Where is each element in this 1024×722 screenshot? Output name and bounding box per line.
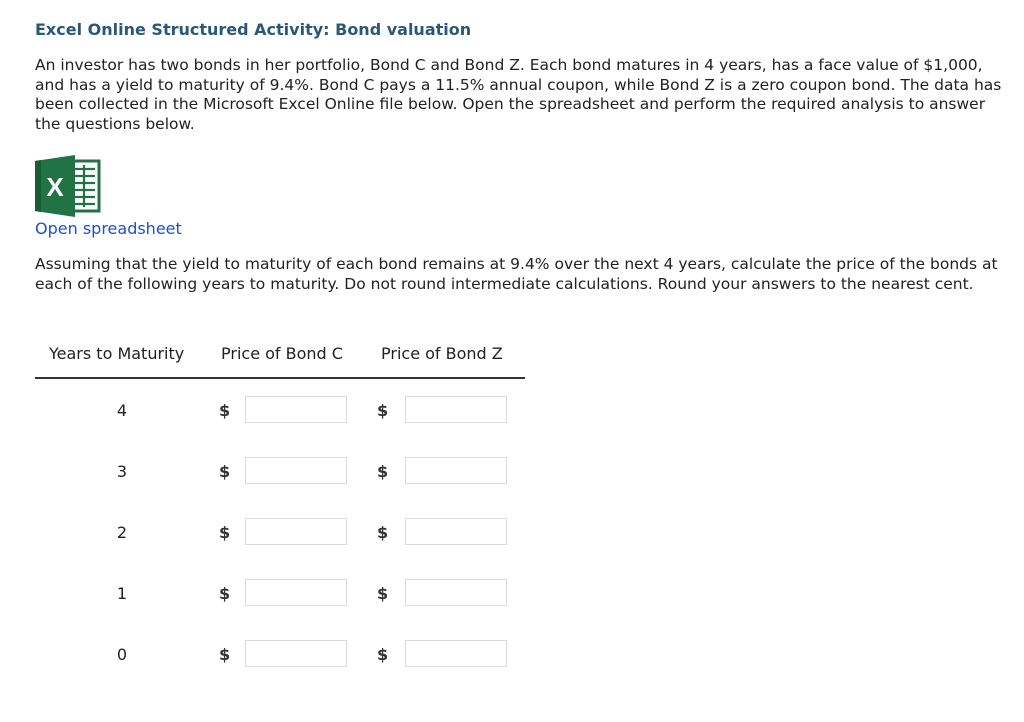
table-row (35, 379, 525, 440)
bond-c-price-input[interactable] (245, 640, 347, 667)
years-to-maturity-value: 1 (116, 584, 128, 603)
bond-z-price-input[interactable] (405, 457, 507, 484)
dollar-sign: $ (377, 462, 389, 481)
table-header-row (35, 341, 525, 379)
years-to-maturity-value: 0 (116, 645, 128, 664)
dollar-sign: $ (219, 523, 231, 542)
bond-z-price-input[interactable] (405, 640, 507, 667)
excel-icon[interactable] (35, 155, 103, 217)
dollar-sign: $ (219, 584, 231, 603)
dollar-sign: $ (377, 584, 389, 603)
excel-icon-glyph: X (46, 172, 64, 202)
bond-z-price-input[interactable] (405, 396, 507, 423)
open-spreadsheet-link[interactable]: Open spreadsheet (35, 219, 182, 238)
answer-table (35, 341, 525, 684)
page-title: Excel Online Structured Activity: Bond valuation (35, 20, 472, 39)
years-to-maturity-value: 3 (116, 462, 128, 481)
dollar-sign: $ (377, 645, 389, 664)
page (35, 18, 1020, 664)
bond-c-price-input[interactable] (245, 457, 347, 484)
question-paragraph: Assuming that the yield to maturity of each bond remains at 9.4% over the next 4 years, calculate the price of the bonds at each of the following years to maturity. Do not round intermediate calculations. Round your answers to the nearest cent. (35, 255, 998, 293)
header-price-bond-c: Price of Bond C (221, 344, 343, 363)
table-row (35, 440, 525, 501)
dollar-sign: $ (219, 645, 231, 664)
table-row (35, 501, 525, 562)
header-years-to-maturity: Years to Maturity (49, 344, 185, 363)
dollar-sign: $ (219, 462, 231, 481)
header-price-bond-z: Price of Bond Z (381, 344, 503, 363)
intro-paragraph: An investor has two bonds in her portfolio, Bond C and Bond Z. Each bond matures in 4 years, has a face value of $1,000, and has a yield to maturity of 9.4%. Bond C pays a 11.5% annual coupon, while Bond Z is a zero coupon bond. The data has been collected in the Microsoft Excel Online file below. Open the spreadsheet and perform the required analysis to answer the questions below. (35, 56, 1002, 133)
dollar-sign: $ (377, 401, 389, 420)
bond-z-price-input[interactable] (405, 579, 507, 606)
table-row (35, 562, 525, 623)
dollar-sign: $ (377, 523, 389, 542)
dollar-sign: $ (219, 401, 231, 420)
table-row (35, 623, 525, 684)
bond-c-price-input[interactable] (245, 579, 347, 606)
bond-c-price-input[interactable] (245, 396, 347, 423)
years-to-maturity-value: 4 (116, 401, 128, 420)
years-to-maturity-value: 2 (116, 523, 128, 542)
bond-c-price-input[interactable] (245, 518, 347, 545)
bond-z-price-input[interactable] (405, 518, 507, 545)
